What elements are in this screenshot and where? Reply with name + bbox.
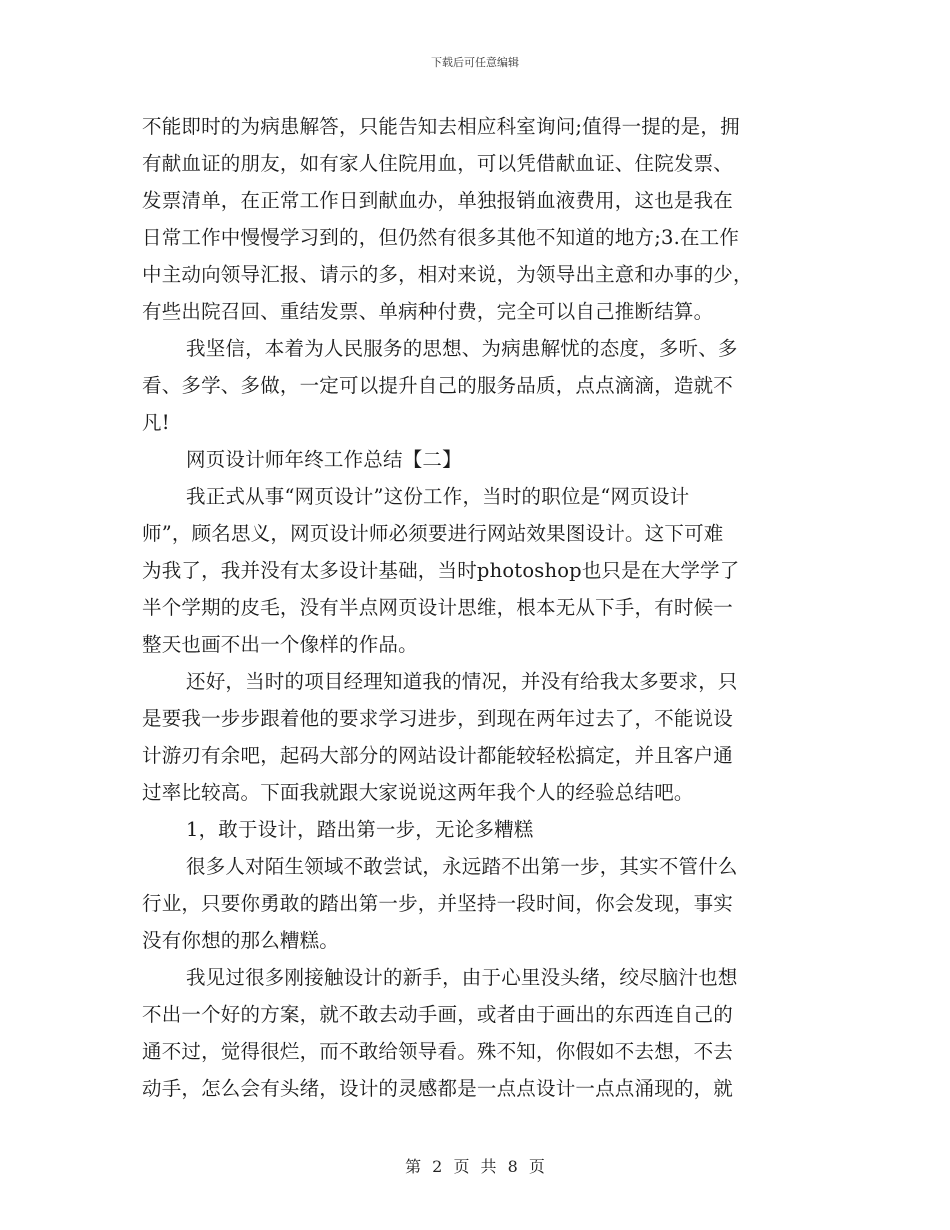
text-line: 发票清单，在正常工作日到献血办，单独报销血液费用，这也是我在 (142, 189, 734, 212)
text-line: 我正式从事“网页设计”这份工作，当时的职位是“网页设计 (186, 485, 690, 508)
text-line: 不能即时的为病患解答，只能告知去相应科室询问;值得一提的是，拥 (142, 115, 740, 138)
text-line: 我坚信，本着为人民服务的思想、为病患解忧的态度，多听、多 (186, 337, 738, 360)
text-line: 计游刃有余吧，起码大部分的网站设计都能较轻松搞定，并且客户通 (142, 744, 734, 767)
text-line: 行业，只要你勇敢的踏出第一步，并坚持一段时间，你会发现，事实 (142, 892, 734, 915)
text-line: 还好，当时的项目经理知道我的情况，并没有给我太多要求，只 (186, 670, 738, 693)
text-line: 动手，怎么会有头绪，设计的灵感都是一点点设计一点点涌现的，就 (142, 1077, 734, 1100)
text-line: 是要我一步步跟着他的要求学习进步，到现在两年过去了，不能说设 (142, 707, 734, 730)
header-note: 下载后可任意编辑 (431, 56, 519, 69)
text-line: 有献血证的朋友，如有家人住院用血，可以凭借献血证、住院发票、 (142, 152, 734, 175)
text-line: 凡! (142, 411, 170, 434)
page-number: 第 2 页 共 8 页 (405, 1157, 545, 1176)
text-line: 中主动向领导汇报、请示的多，相对来说，为领导出主意和办事的少， (142, 263, 753, 286)
text-line: 日常工作中慢慢学习到的，但仍然有很多其他不知道的地方;3.在工作 (142, 226, 740, 249)
text-line: 通不过，觉得很烂，而不敢给领导看。殊不知，你假如不去想，不去 (142, 1040, 734, 1063)
text-line: 看、多学、多做，一定可以提升自己的服务品质，点点滴滴，造就不 (142, 374, 734, 397)
text-line: 我见过很多刚接触设计的新手，由于心里没头绪，绞尽脑汁也想 (186, 966, 738, 989)
text-line: 半个学期的皮毛，没有半点网页设计思维，根本无从下手，有时候一 (142, 596, 734, 619)
text-line: 不出一个好的方案，就不敢去动手画，或者由于画出的东西连自己的 (142, 1003, 734, 1026)
text-line: 网页设计师年终工作总结【二】 (186, 448, 462, 471)
text-line: 有些出院召回、重结发票、单病种付费，完全可以自己推断结算。 (142, 300, 714, 323)
text-line: 为我了，我并没有太多设计基础，当时photoshop也只是在大学学了 (142, 559, 740, 582)
document-body (142, 108, 808, 1107)
text-line: 很多人对陌生领域不敢尝试，永远踏不出第一步，其实不管什么 (186, 855, 738, 878)
text-line: 1，敢于设计，踏出第一步，无论多糟糕 (186, 818, 534, 841)
text-line: 过率比较高。下面我就跟大家说说这两年我个人的经验总结吧。 (142, 781, 694, 804)
text-line: 师”，顾名思义，网页设计师必须要进行网站效果图设计。这下可难 (142, 522, 724, 545)
text-line: 整天也画不出一个像样的作品。 (142, 633, 418, 656)
text-line: 没有你想的那么糟糕。 (142, 929, 340, 952)
